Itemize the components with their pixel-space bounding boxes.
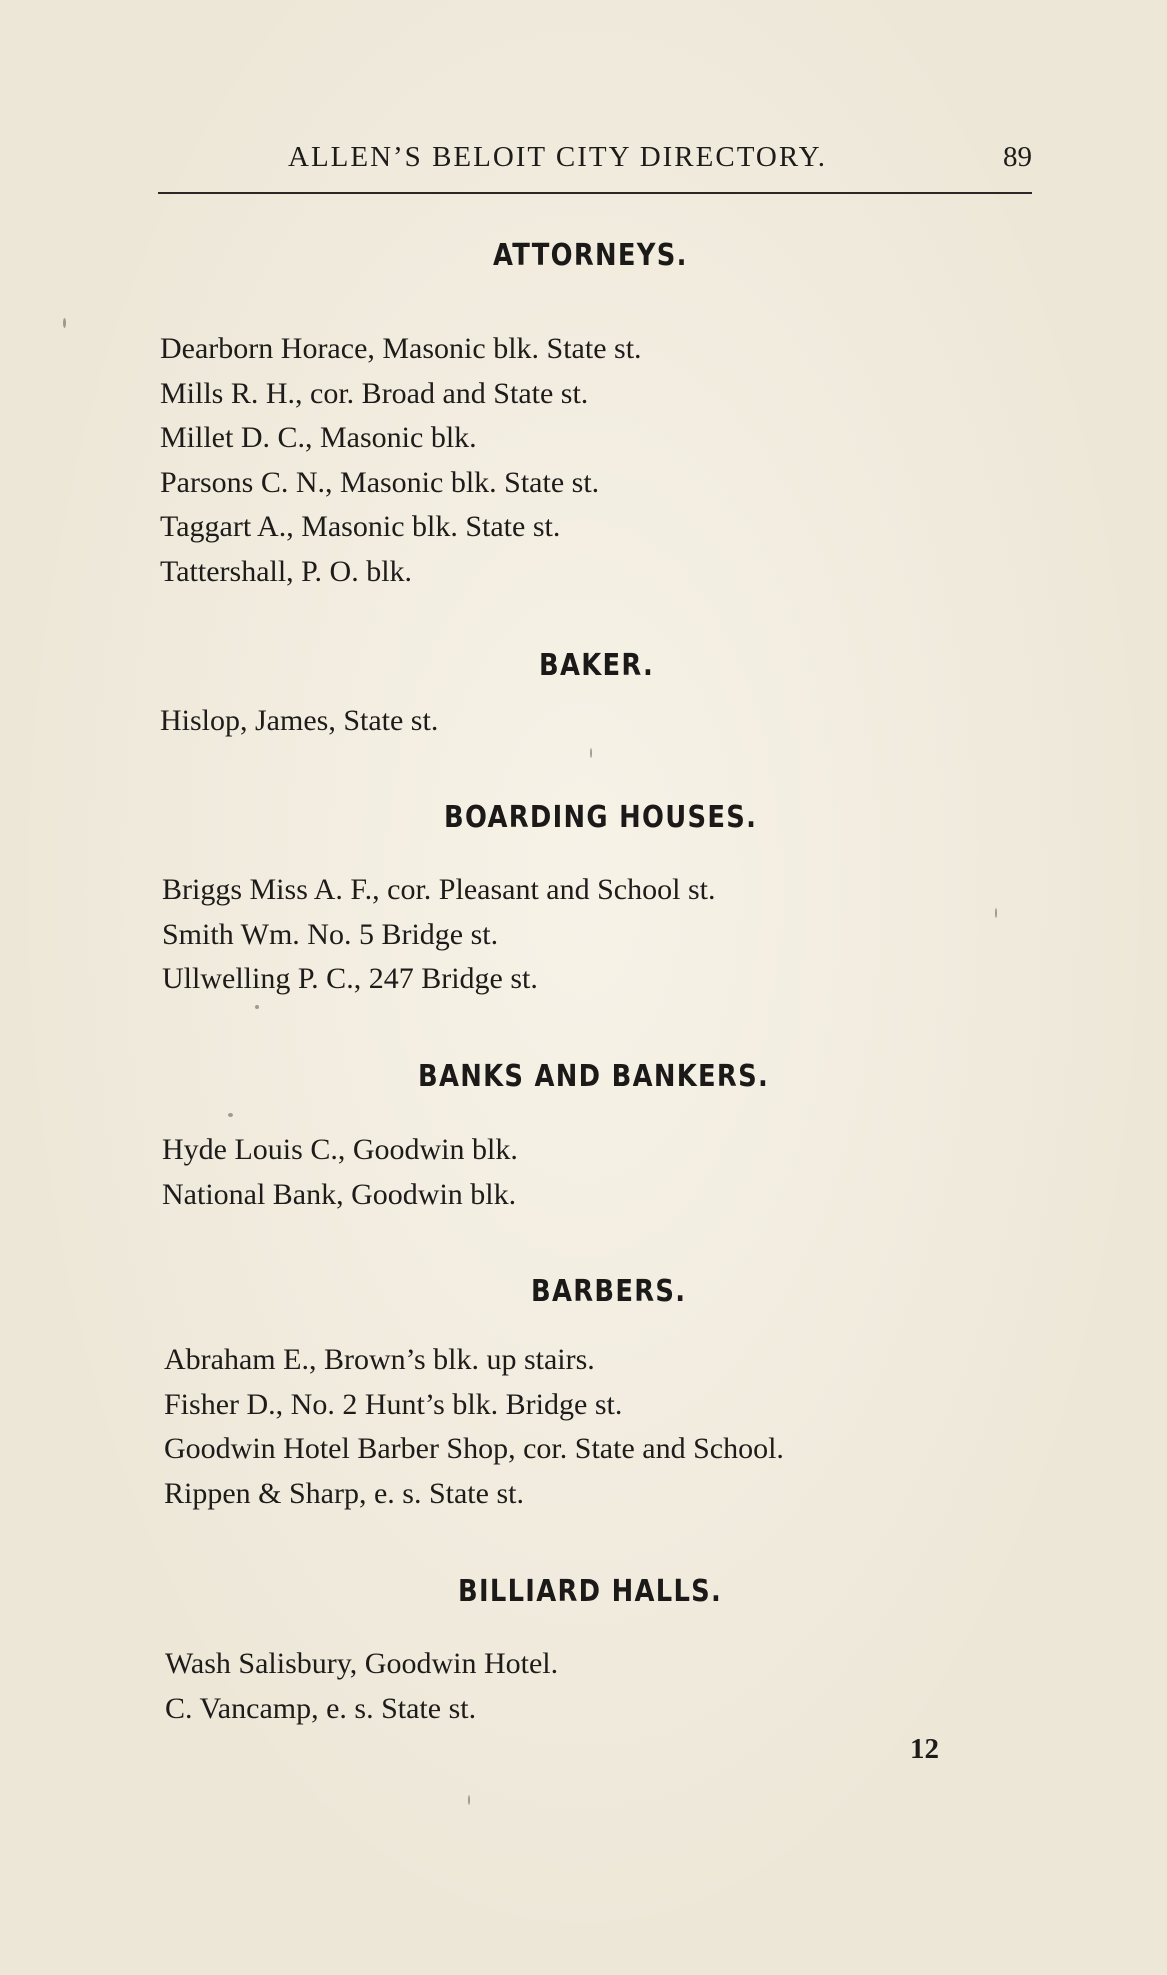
list-item: Goodwin Hotel Barber Shop, cor. State and School.	[164, 1432, 784, 1465]
list-item: Dearborn Horace, Masonic blk. State st.	[160, 332, 642, 365]
billiard-halls-list	[165, 1642, 558, 1731]
list-item: Briggs Miss A. F., cor. Pleasant and School st.	[162, 873, 716, 906]
signature-mark: 12	[910, 1733, 939, 1765]
list-item: Parsons C. N., Masonic blk. State st.	[160, 465, 600, 499]
list-item: Smith Wm. No. 5 Bridge st.	[162, 917, 499, 951]
list-item: Ullwelling P. C., 247 Bridge st.	[162, 962, 538, 995]
attorneys-list	[160, 327, 642, 594]
list-item: Tattershall, P. O. blk.	[160, 554, 413, 588]
section-heading-banks-and-bankers: BANKS AND BANKERS.	[418, 1059, 770, 1094]
paper-speck	[255, 1005, 259, 1009]
section-heading-attorneys: ATTORNEYS.	[493, 238, 688, 273]
paper-speck	[590, 748, 592, 758]
paper-speck	[63, 318, 66, 328]
running-title: ALLEN’S BELOIT CITY DIRECTORY.	[288, 141, 828, 173]
paper-speck	[228, 1113, 233, 1117]
list-item: National Bank, Goodwin blk.	[162, 1177, 517, 1211]
list-item: Wash Salisbury, Goodwin Hotel.	[165, 1647, 559, 1680]
list-item: Rippen & Sharp, e. s. State st.	[164, 1476, 524, 1510]
list-item: Hyde Louis C., Goodwin blk.	[162, 1133, 518, 1166]
header-rule	[158, 192, 1032, 194]
barbers-list	[164, 1338, 784, 1516]
list-item: Fisher D., No. 2 Hunt’s blk. Bridge st.	[164, 1387, 623, 1421]
section-heading-baker: BAKER.	[539, 648, 655, 683]
paper-speck	[995, 908, 997, 918]
running-head	[158, 141, 1032, 181]
section-heading-billiard-halls: BILLIARD HALLS.	[458, 1574, 723, 1609]
baker-list	[160, 699, 438, 744]
page-number: 89	[1003, 141, 1032, 173]
list-item: Millet D. C., Masonic blk.	[160, 421, 477, 454]
section-heading-boarding-houses: BOARDING HOUSES.	[444, 800, 758, 835]
list-item: C. Vancamp, e. s. State st.	[165, 1691, 477, 1725]
list-item: Hislop, James, State st.	[160, 704, 439, 737]
list-item: Taggart A., Masonic blk. State st.	[160, 510, 561, 543]
list-item: Abraham E., Brown’s blk. up stairs.	[164, 1343, 595, 1376]
boarding-houses-list	[162, 868, 715, 1002]
list-item: Mills R. H., cor. Broad and State st.	[160, 376, 589, 410]
paper-speck	[468, 1795, 470, 1805]
section-heading-barbers: BARBERS.	[531, 1274, 687, 1309]
banks-list	[162, 1128, 518, 1217]
